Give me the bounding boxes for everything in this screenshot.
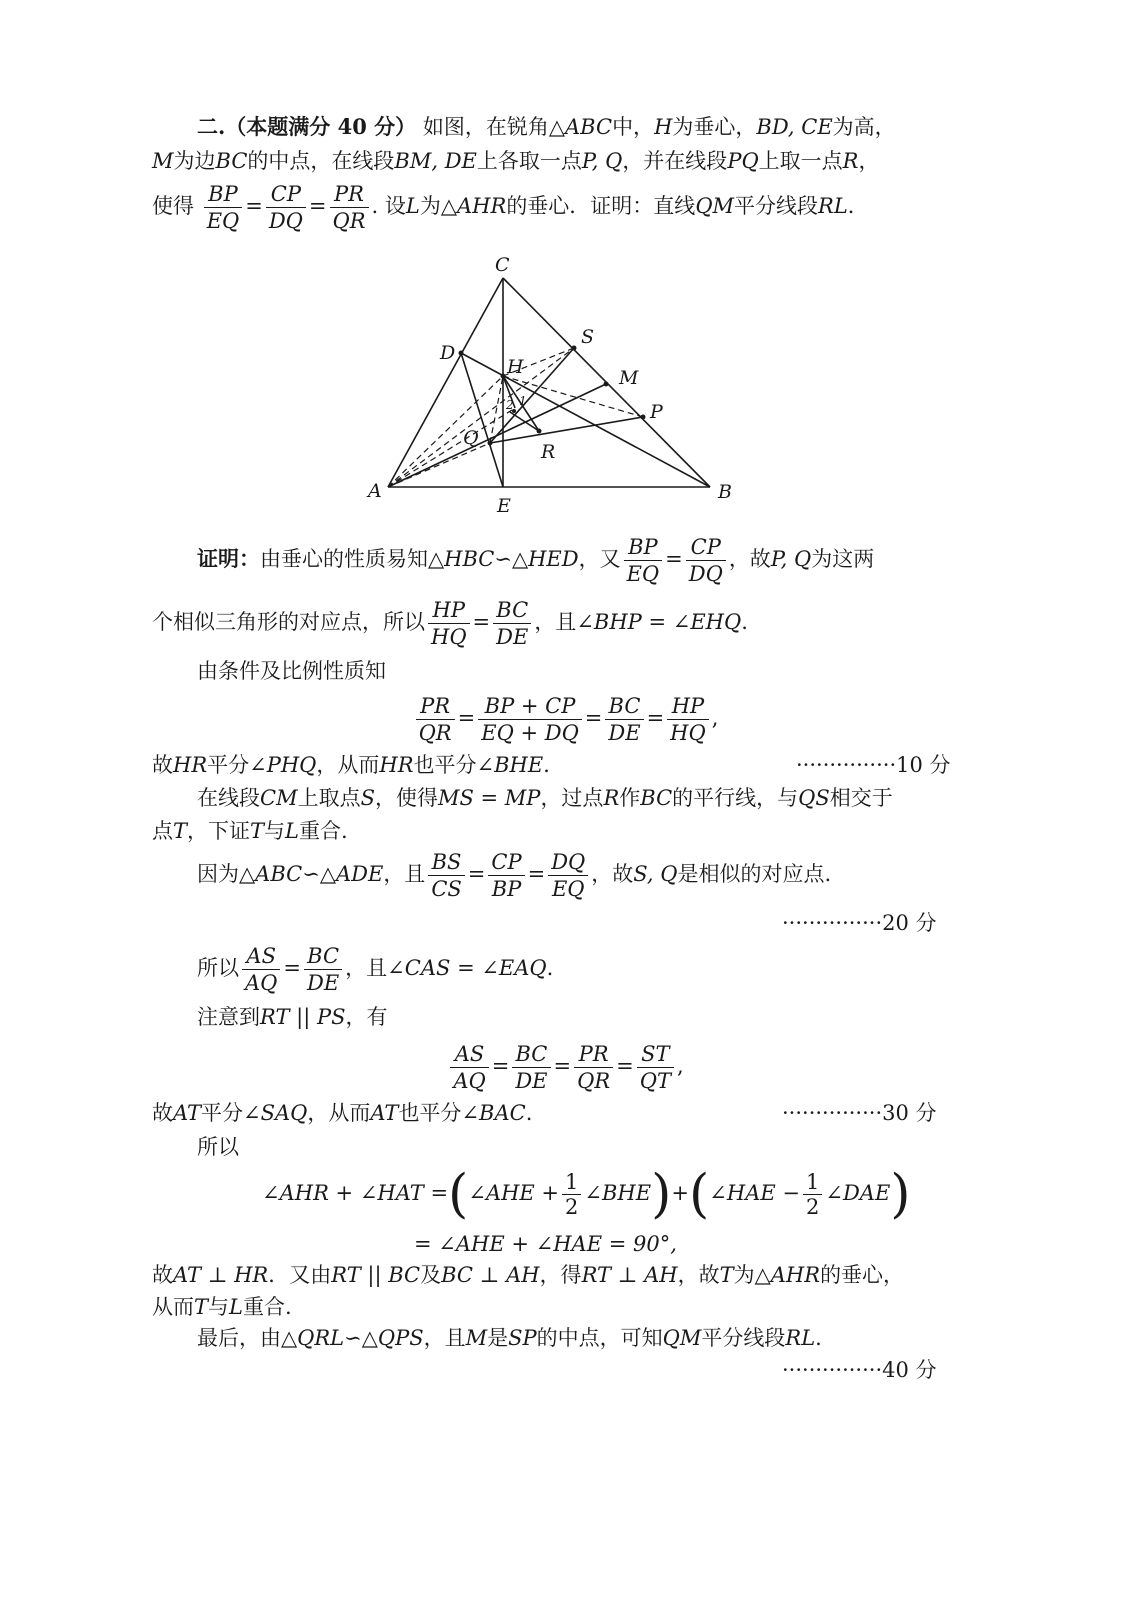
text: ，故 bbox=[677, 1263, 720, 1287]
math: RL bbox=[785, 1326, 816, 1350]
fraction bbox=[624, 534, 663, 587]
text: 平分线段 bbox=[734, 194, 819, 218]
numerator: BP bbox=[624, 534, 663, 561]
math: H bbox=[654, 115, 673, 139]
math: = ∠AHE + ∠HAE = 90°, bbox=[414, 1232, 677, 1256]
point-M bbox=[604, 382, 609, 387]
denominator: DQ bbox=[688, 562, 723, 586]
label-angle-2: 2 bbox=[506, 398, 514, 412]
denominator: HQ bbox=[431, 625, 467, 649]
fraction bbox=[562, 1170, 581, 1219]
label-S: S bbox=[581, 326, 595, 348]
score-10: ···············10 分 bbox=[796, 753, 951, 777]
text: ，故 bbox=[591, 862, 634, 886]
text: ∽△ bbox=[344, 1326, 378, 1350]
fraction bbox=[478, 693, 582, 746]
text: 在线段 bbox=[197, 786, 260, 810]
equation-3 bbox=[262, 1162, 911, 1225]
math: BC bbox=[640, 786, 673, 810]
left-paren: ( bbox=[688, 1164, 710, 1225]
math: ∠DAE bbox=[825, 1181, 891, 1205]
math: MS = MP bbox=[437, 786, 541, 810]
proof-line-13 bbox=[152, 1292, 292, 1322]
numerator: BP + CP bbox=[478, 693, 582, 720]
numerator: 1 bbox=[803, 1170, 822, 1195]
math: RL bbox=[818, 194, 848, 218]
text: 为高， bbox=[832, 115, 896, 139]
text: 为垂心， bbox=[672, 115, 757, 139]
denominator: QR bbox=[577, 1069, 611, 1093]
math: QM bbox=[695, 194, 735, 218]
equation-3-line-2 bbox=[414, 1229, 677, 1259]
proof-line-4 bbox=[152, 750, 564, 780]
math: BC ⊥ AH bbox=[441, 1263, 540, 1287]
math: S, Q bbox=[633, 862, 678, 886]
numerator: BC bbox=[493, 597, 531, 624]
text: + bbox=[671, 1181, 689, 1205]
numerator: PR bbox=[574, 1041, 613, 1068]
math: HED bbox=[528, 547, 579, 571]
fraction bbox=[428, 849, 464, 902]
text: 上取点 bbox=[297, 786, 361, 810]
text: 与 bbox=[208, 1295, 230, 1319]
text: 从而 bbox=[152, 1295, 194, 1319]
math: AT bbox=[173, 1101, 202, 1125]
fraction bbox=[304, 943, 342, 996]
denominator: 2 bbox=[805, 1195, 820, 1219]
numerator: BS bbox=[428, 849, 464, 876]
denominator: 2 bbox=[565, 1195, 579, 1219]
math: ∠SAQ bbox=[243, 1101, 308, 1125]
text: ，且 bbox=[423, 1326, 466, 1350]
math: CM bbox=[260, 786, 298, 810]
math: M bbox=[465, 1326, 488, 1350]
text: . 设 bbox=[371, 194, 406, 218]
math: ∠AHR + ∠HAT = bbox=[262, 1181, 449, 1205]
text: ． bbox=[847, 194, 869, 218]
text: 及 bbox=[420, 1263, 442, 1287]
denominator: EQ bbox=[626, 562, 660, 586]
text: . bbox=[525, 1101, 533, 1125]
geometry-figure bbox=[0, 0, 1131, 560]
math: T bbox=[173, 819, 188, 843]
text: 与 bbox=[264, 819, 286, 843]
text: 作 bbox=[619, 786, 641, 810]
segment-AC bbox=[388, 278, 503, 487]
text: 故 bbox=[152, 753, 173, 777]
denominator: HQ bbox=[670, 721, 706, 745]
fraction bbox=[667, 693, 709, 746]
fraction bbox=[686, 534, 726, 587]
math: PQ bbox=[727, 149, 759, 173]
numerator: HP bbox=[428, 597, 470, 624]
label-H: H bbox=[507, 356, 524, 378]
text: 使得 bbox=[152, 194, 194, 218]
math: P, Q bbox=[770, 547, 812, 571]
denominator: AQ bbox=[453, 1069, 486, 1093]
text: . bbox=[546, 956, 554, 980]
segment-BD bbox=[461, 353, 710, 487]
math: ABC bbox=[565, 115, 613, 139]
numerator: BC bbox=[512, 1041, 550, 1068]
text: 中， bbox=[612, 115, 655, 139]
text: ，从而 bbox=[307, 1101, 371, 1125]
text: . bbox=[741, 610, 748, 634]
text: 为△ bbox=[419, 194, 458, 218]
math: QS bbox=[798, 786, 830, 810]
math: QM bbox=[662, 1326, 702, 1350]
proof-line-7: 因为△ABC∽△ADE，且 $\frac{BS}{CS}$ = $\frac{CP}{BP}$ = $\frac{DQ}{EQ}$ ，故S, Q是相似的对应点. bbox=[197, 850, 832, 901]
math: HBC bbox=[444, 547, 495, 571]
text: ．又由 bbox=[268, 1263, 332, 1287]
text: 是 bbox=[487, 1326, 509, 1350]
text: 平分 bbox=[207, 753, 250, 777]
math: P, Q bbox=[581, 149, 623, 173]
text: 的中点，可知 bbox=[536, 1326, 663, 1350]
math: S bbox=[360, 786, 375, 810]
text: 重合. bbox=[298, 819, 348, 843]
text: ，且 bbox=[534, 610, 577, 634]
point-S bbox=[572, 346, 577, 351]
denominator: DE bbox=[608, 721, 641, 745]
math: HR bbox=[173, 753, 208, 777]
text: ，得 bbox=[539, 1263, 582, 1287]
math: ∠BHE bbox=[584, 1181, 652, 1205]
text: 由条件及比例性质知 bbox=[197, 659, 386, 683]
text: 上取一点 bbox=[758, 149, 843, 173]
numerator: PR bbox=[330, 181, 369, 208]
proof-line-12 bbox=[152, 1260, 904, 1290]
proof-line-14 bbox=[197, 1323, 822, 1353]
fraction bbox=[242, 943, 280, 996]
fraction bbox=[548, 849, 588, 902]
math: T bbox=[250, 819, 265, 843]
point-H bbox=[501, 374, 506, 379]
label-R: R bbox=[541, 441, 556, 463]
text: ， bbox=[858, 149, 880, 173]
text: ∽△ bbox=[494, 547, 529, 571]
text: ∽△ bbox=[302, 862, 336, 886]
label-M: M bbox=[619, 367, 639, 389]
text: ，并在线段 bbox=[622, 149, 728, 173]
text: 最后，由△ bbox=[197, 1326, 298, 1350]
fraction bbox=[605, 693, 643, 746]
text: ，从而 bbox=[316, 753, 380, 777]
numerator: 1 bbox=[562, 1170, 581, 1195]
math: QRL bbox=[297, 1326, 345, 1350]
math: R bbox=[842, 149, 859, 173]
fraction bbox=[488, 849, 524, 902]
text: 平分线段 bbox=[701, 1326, 786, 1350]
math: BD, CE bbox=[756, 115, 833, 139]
denominator: QR bbox=[332, 209, 366, 233]
text: 也平分 bbox=[413, 753, 477, 777]
numerator: CP bbox=[266, 181, 306, 208]
numerator: HP bbox=[667, 693, 709, 720]
label-C: C bbox=[495, 254, 510, 276]
text: 由垂心的性质易知△ bbox=[260, 547, 445, 571]
text: , bbox=[676, 1054, 684, 1078]
math: T bbox=[194, 1295, 209, 1319]
text: ，有 bbox=[345, 1005, 388, 1029]
text: 如图，在锐角△ bbox=[422, 115, 565, 139]
label-E: E bbox=[497, 495, 511, 517]
fraction bbox=[803, 1170, 822, 1219]
text: 的垂心．证明：直线 bbox=[506, 194, 696, 218]
text: 个相似三角形的对应点，所以 bbox=[152, 610, 425, 634]
numerator: AS bbox=[450, 1041, 488, 1068]
text: 也平分 bbox=[398, 1101, 462, 1125]
proof-line-9 bbox=[197, 1002, 387, 1032]
text: 因为△ bbox=[197, 862, 256, 886]
math: ∠CAS = ∠EAQ bbox=[387, 956, 547, 980]
proof-line-2: 个相似三角形的对应点，所以 $\frac{HP}{HQ}$ = $\frac{BC}{DE}$ ，且∠BHP = ∠EHQ. bbox=[152, 598, 748, 649]
proof-line-8: 所以 $\frac{AS}{AQ}$ = $\frac{BC}{DE}$ ，且∠CAS = ∠EAQ. bbox=[197, 944, 554, 995]
text: ，下证 bbox=[187, 819, 251, 843]
text: 上各取一点 bbox=[476, 149, 582, 173]
math: BM, DE bbox=[394, 149, 477, 173]
math: ∠PHQ bbox=[249, 753, 317, 777]
math: AT bbox=[370, 1101, 399, 1125]
label-angle-1: 1 bbox=[519, 394, 527, 408]
text: ，使得 bbox=[374, 786, 438, 810]
fraction bbox=[574, 1041, 613, 1094]
text: ，过点 bbox=[540, 786, 604, 810]
math: ∠HAE − bbox=[709, 1181, 800, 1205]
text: 注意到 bbox=[197, 1005, 260, 1029]
denominator: EQ bbox=[206, 209, 240, 233]
numerator: CP bbox=[686, 534, 726, 561]
text: 为这两 bbox=[811, 547, 875, 571]
text: ． bbox=[543, 753, 565, 777]
text: 平分 bbox=[201, 1101, 244, 1125]
right-paren: ) bbox=[651, 1164, 672, 1225]
proof-heading: 证明： bbox=[197, 546, 260, 571]
text: ，故 bbox=[728, 547, 771, 571]
score-40: ···············40 分 bbox=[782, 1358, 937, 1382]
proof-line-1: 证明：由垂心的性质易知△HBC∽△HED，又 $\frac{BP}{EQ}$ = $\frac{CP}{DQ}$ ，故P, Q为这两 bbox=[197, 535, 875, 586]
text: 所以 bbox=[197, 1135, 239, 1159]
math: BC bbox=[215, 149, 248, 173]
denominator: BP bbox=[491, 877, 522, 901]
math: M bbox=[152, 149, 174, 173]
text: 重合. bbox=[242, 1295, 292, 1319]
point-R bbox=[537, 429, 542, 434]
proof-line-10 bbox=[152, 1098, 532, 1128]
denominator: DE bbox=[515, 1069, 548, 1093]
denominator: AQ bbox=[245, 971, 278, 995]
proof-line-3 bbox=[197, 656, 386, 686]
problem-heading: 二.（本题满分 40 分） bbox=[197, 114, 417, 139]
text: ，且 bbox=[383, 862, 426, 886]
numerator: BC bbox=[605, 693, 643, 720]
proof-line-6 bbox=[152, 816, 348, 846]
math: L bbox=[285, 819, 299, 843]
label-D: D bbox=[440, 342, 456, 364]
proof-line-11 bbox=[197, 1132, 239, 1162]
label-P: P bbox=[650, 401, 663, 423]
fraction bbox=[416, 693, 455, 746]
numerator: AS bbox=[242, 943, 280, 970]
denominator: QR bbox=[418, 721, 452, 745]
math: ∠AHE + bbox=[468, 1181, 560, 1205]
text: 的平行线，与 bbox=[672, 786, 799, 810]
label-Q: Q bbox=[463, 427, 479, 449]
numerator: PR bbox=[416, 693, 455, 720]
text: . bbox=[815, 1326, 822, 1350]
numerator: ST bbox=[637, 1041, 674, 1068]
math: AT ⊥ HR bbox=[173, 1263, 269, 1287]
point-P bbox=[641, 415, 646, 420]
text: 的垂心， bbox=[820, 1263, 905, 1287]
math: RT || BC bbox=[331, 1263, 421, 1287]
math: QPS bbox=[377, 1326, 424, 1350]
text: 为△ bbox=[733, 1263, 771, 1287]
fraction bbox=[450, 1041, 488, 1094]
numerator: DQ bbox=[548, 849, 588, 876]
denominator: EQ + DQ bbox=[481, 721, 579, 745]
math: R bbox=[603, 786, 620, 810]
fraction bbox=[493, 597, 531, 650]
fraction bbox=[637, 1041, 674, 1094]
math: HR bbox=[379, 753, 414, 777]
math: L bbox=[405, 194, 420, 218]
text: 的中点，在线段 bbox=[247, 149, 395, 173]
math: AHR bbox=[457, 194, 507, 218]
math: ∠BHE bbox=[476, 753, 544, 777]
numerator: CP bbox=[488, 849, 524, 876]
math: SP bbox=[508, 1326, 537, 1350]
math: ∠BHP = ∠EHQ bbox=[576, 610, 742, 634]
denominator: DQ bbox=[268, 209, 303, 233]
text: ，且 bbox=[345, 956, 388, 980]
math: ADE bbox=[335, 862, 384, 886]
math: ABC bbox=[255, 862, 303, 886]
fraction bbox=[428, 597, 470, 650]
label-B: B bbox=[718, 481, 732, 503]
math: ∠BAC bbox=[461, 1101, 526, 1125]
math: T bbox=[719, 1263, 734, 1287]
problem-line-3: 使得 $\frac{BP}{EQ}$ = $\frac{CP}{DQ}$ = $\frac{PR}{QR}$ . 设L为△AHR的垂心．证明：直线QM平分线段RL． bbox=[152, 182, 869, 233]
math: RT ⊥ AH bbox=[581, 1263, 678, 1287]
math: L bbox=[229, 1295, 243, 1319]
numerator: BP bbox=[204, 181, 243, 208]
denominator: CS bbox=[431, 877, 462, 901]
math: AHR bbox=[770, 1263, 821, 1287]
fraction bbox=[512, 1041, 550, 1094]
score-20: ···············20 分 bbox=[782, 911, 937, 935]
text: 故 bbox=[152, 1101, 173, 1125]
equation-2: $\frac{AS}{AQ}$ = $\frac{BC}{DE}$ = $\frac{PR}{QR}$ = $\frac{ST}{QT}$ , bbox=[0, 1038, 1131, 1094]
math: RT || PS bbox=[260, 1005, 346, 1029]
text: 故 bbox=[152, 1263, 173, 1287]
label-A: A bbox=[368, 480, 382, 502]
denominator: DE bbox=[307, 971, 340, 995]
text: ，又 bbox=[578, 547, 621, 571]
left-paren: ( bbox=[448, 1164, 469, 1225]
point-Q bbox=[488, 441, 493, 446]
text: 相交于 bbox=[829, 786, 893, 810]
right-paren: ) bbox=[890, 1164, 911, 1225]
score-30: ···············30 分 bbox=[782, 1101, 937, 1125]
denominator: DE bbox=[496, 625, 529, 649]
point-D bbox=[459, 351, 464, 356]
denominator: EQ bbox=[551, 877, 585, 901]
equation-1: $\frac{PR}{QR}$ = $\frac{BP + CP}{EQ + DQ}$ = $\frac{BC}{DE}$ = $\frac{HP}{HQ}$ , bbox=[0, 690, 1131, 746]
text: 为边 bbox=[173, 149, 216, 173]
proof-line-5 bbox=[197, 783, 893, 813]
numerator: BC bbox=[304, 943, 342, 970]
dashed-AT bbox=[388, 410, 512, 487]
text: 点 bbox=[152, 819, 173, 843]
text: 所以 bbox=[197, 956, 239, 980]
denominator: QT bbox=[639, 1069, 671, 1093]
text: 是相似的对应点. bbox=[677, 862, 832, 886]
text: , bbox=[711, 706, 719, 730]
